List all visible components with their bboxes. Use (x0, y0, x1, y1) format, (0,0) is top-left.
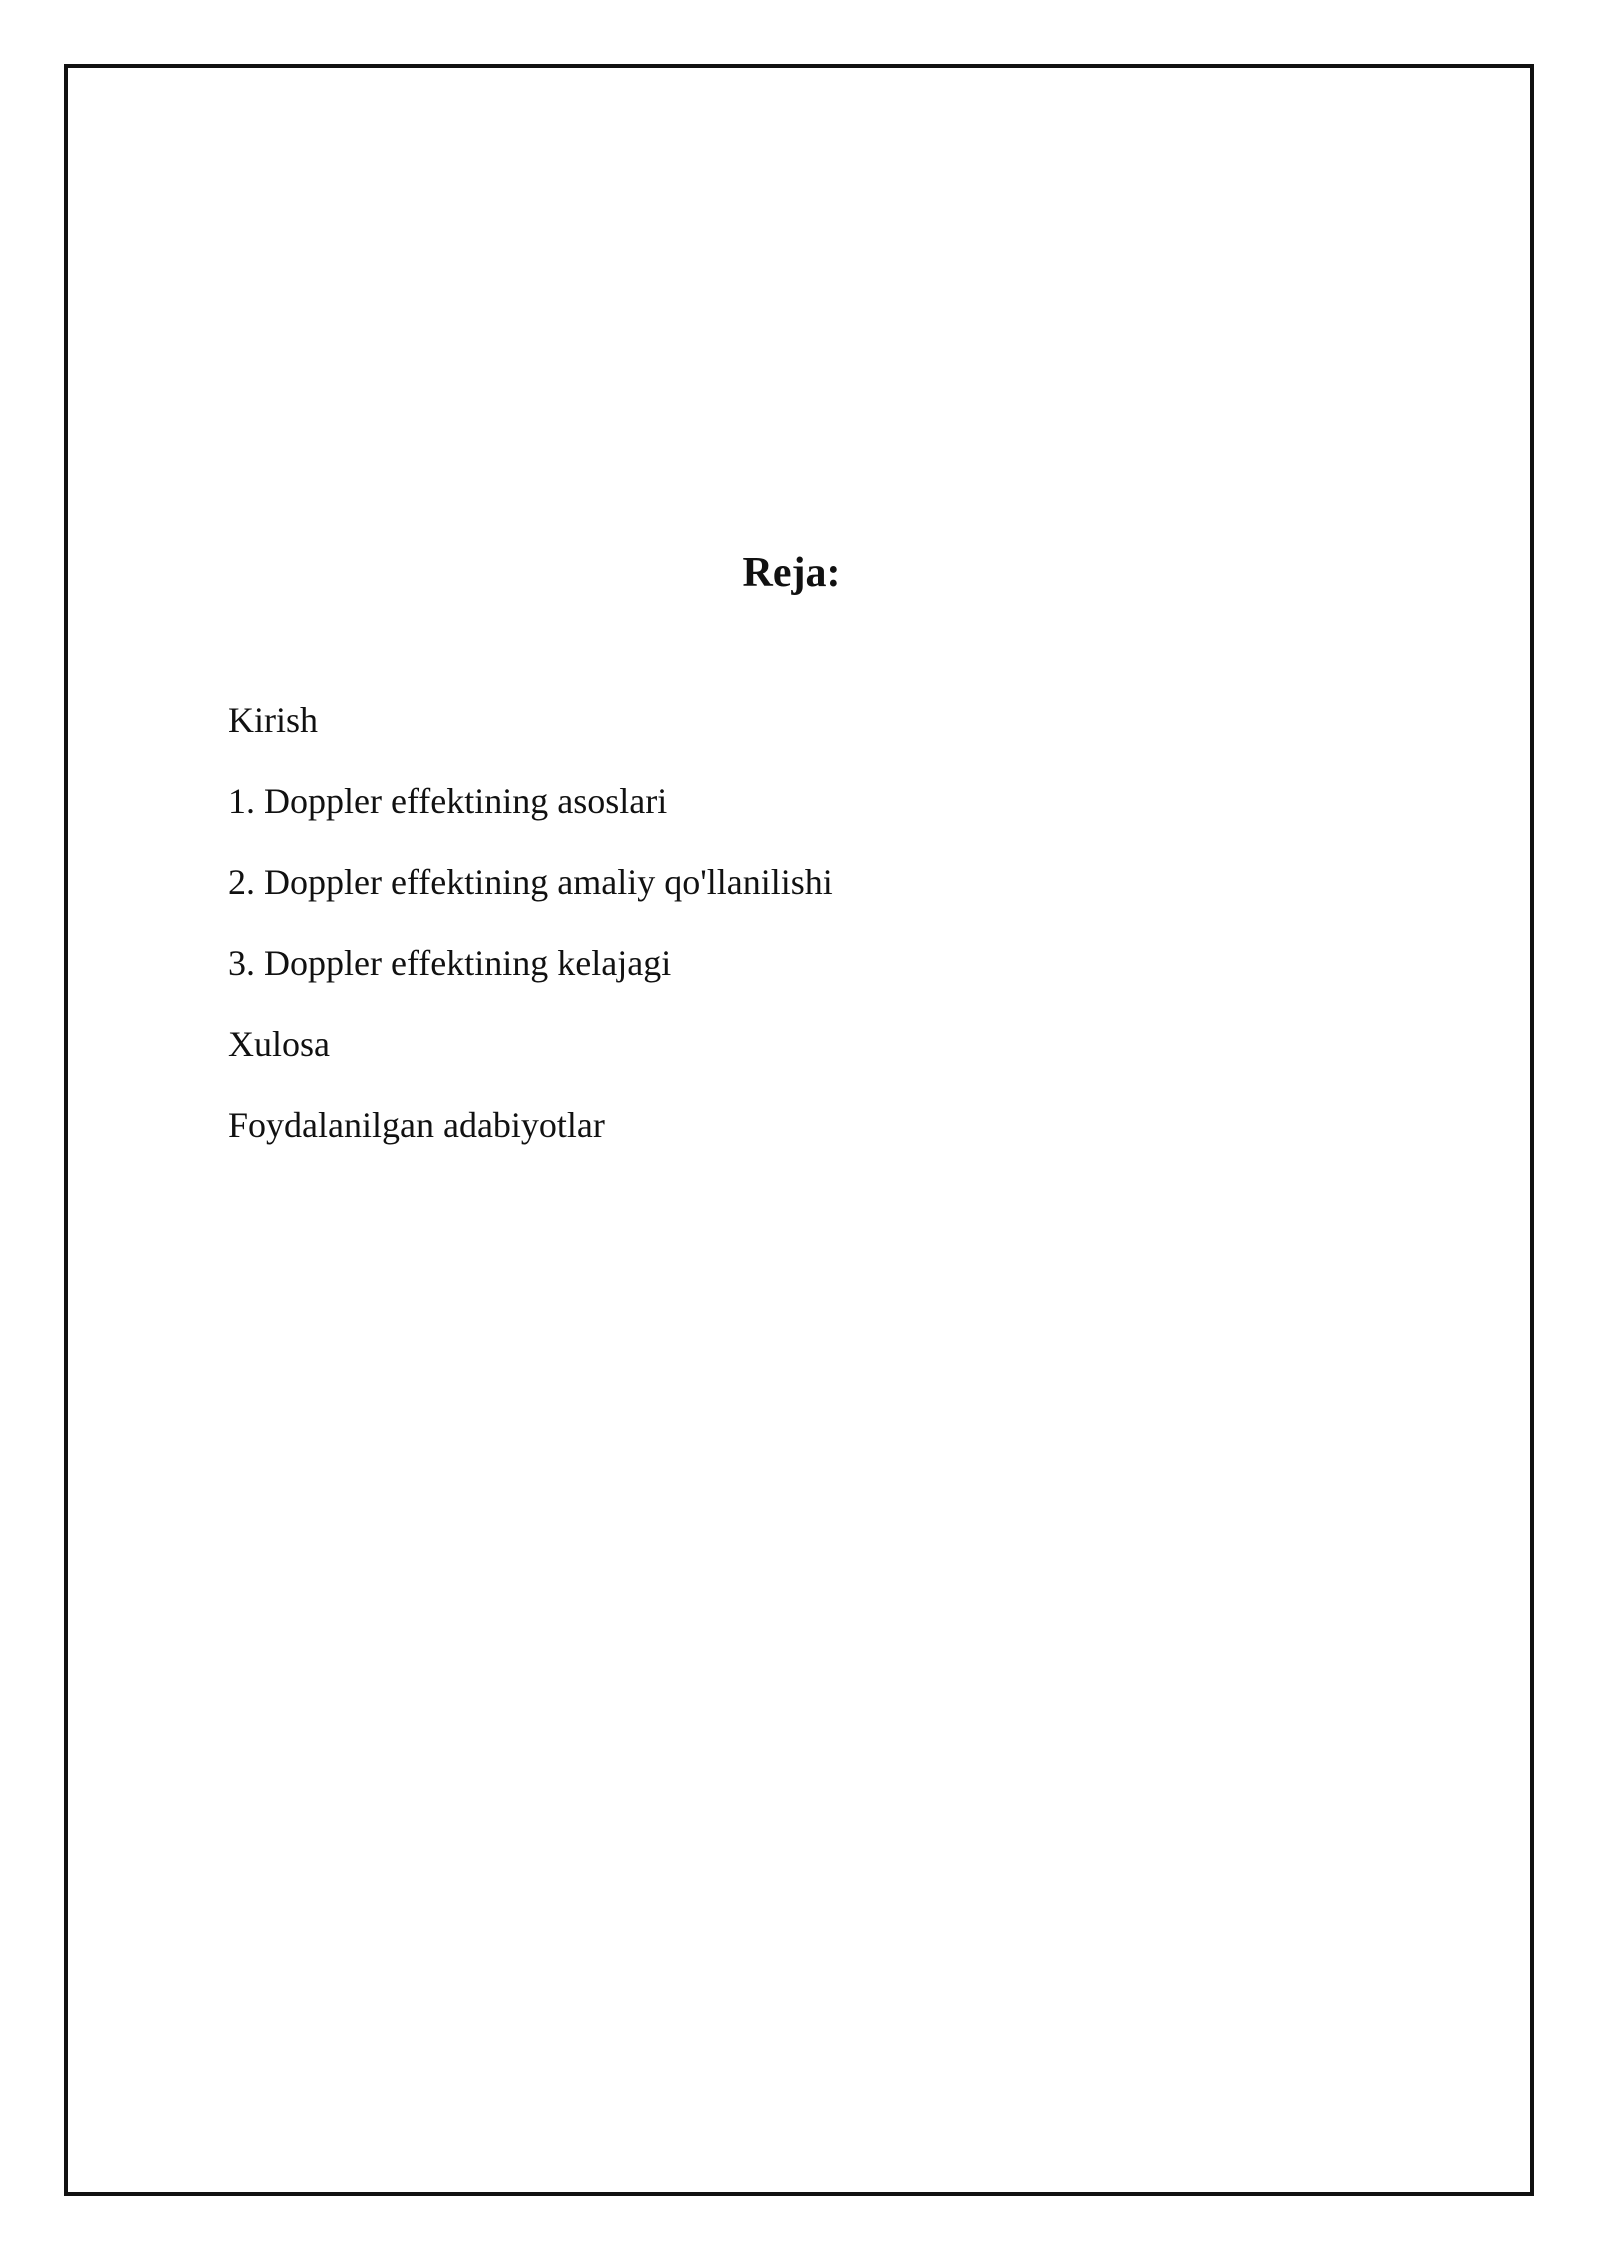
page-title: Reja: (742, 550, 841, 596)
plan-item-1: 1. Doppler effektining asoslari (228, 781, 668, 821)
plan-list (228, 700, 833, 1186)
plan-item-introduction: Kirish (228, 700, 318, 740)
plan-item-3: 3. Doppler effektining kelajagi (228, 943, 672, 983)
plan-item-conclusion: Xulosa (228, 1024, 330, 1064)
plan-item-references: Foydalanilgan adabiyotlar (228, 1105, 605, 1145)
plan-item-2: 2. Doppler effektining amaliy qo'llanilishi (228, 862, 833, 902)
